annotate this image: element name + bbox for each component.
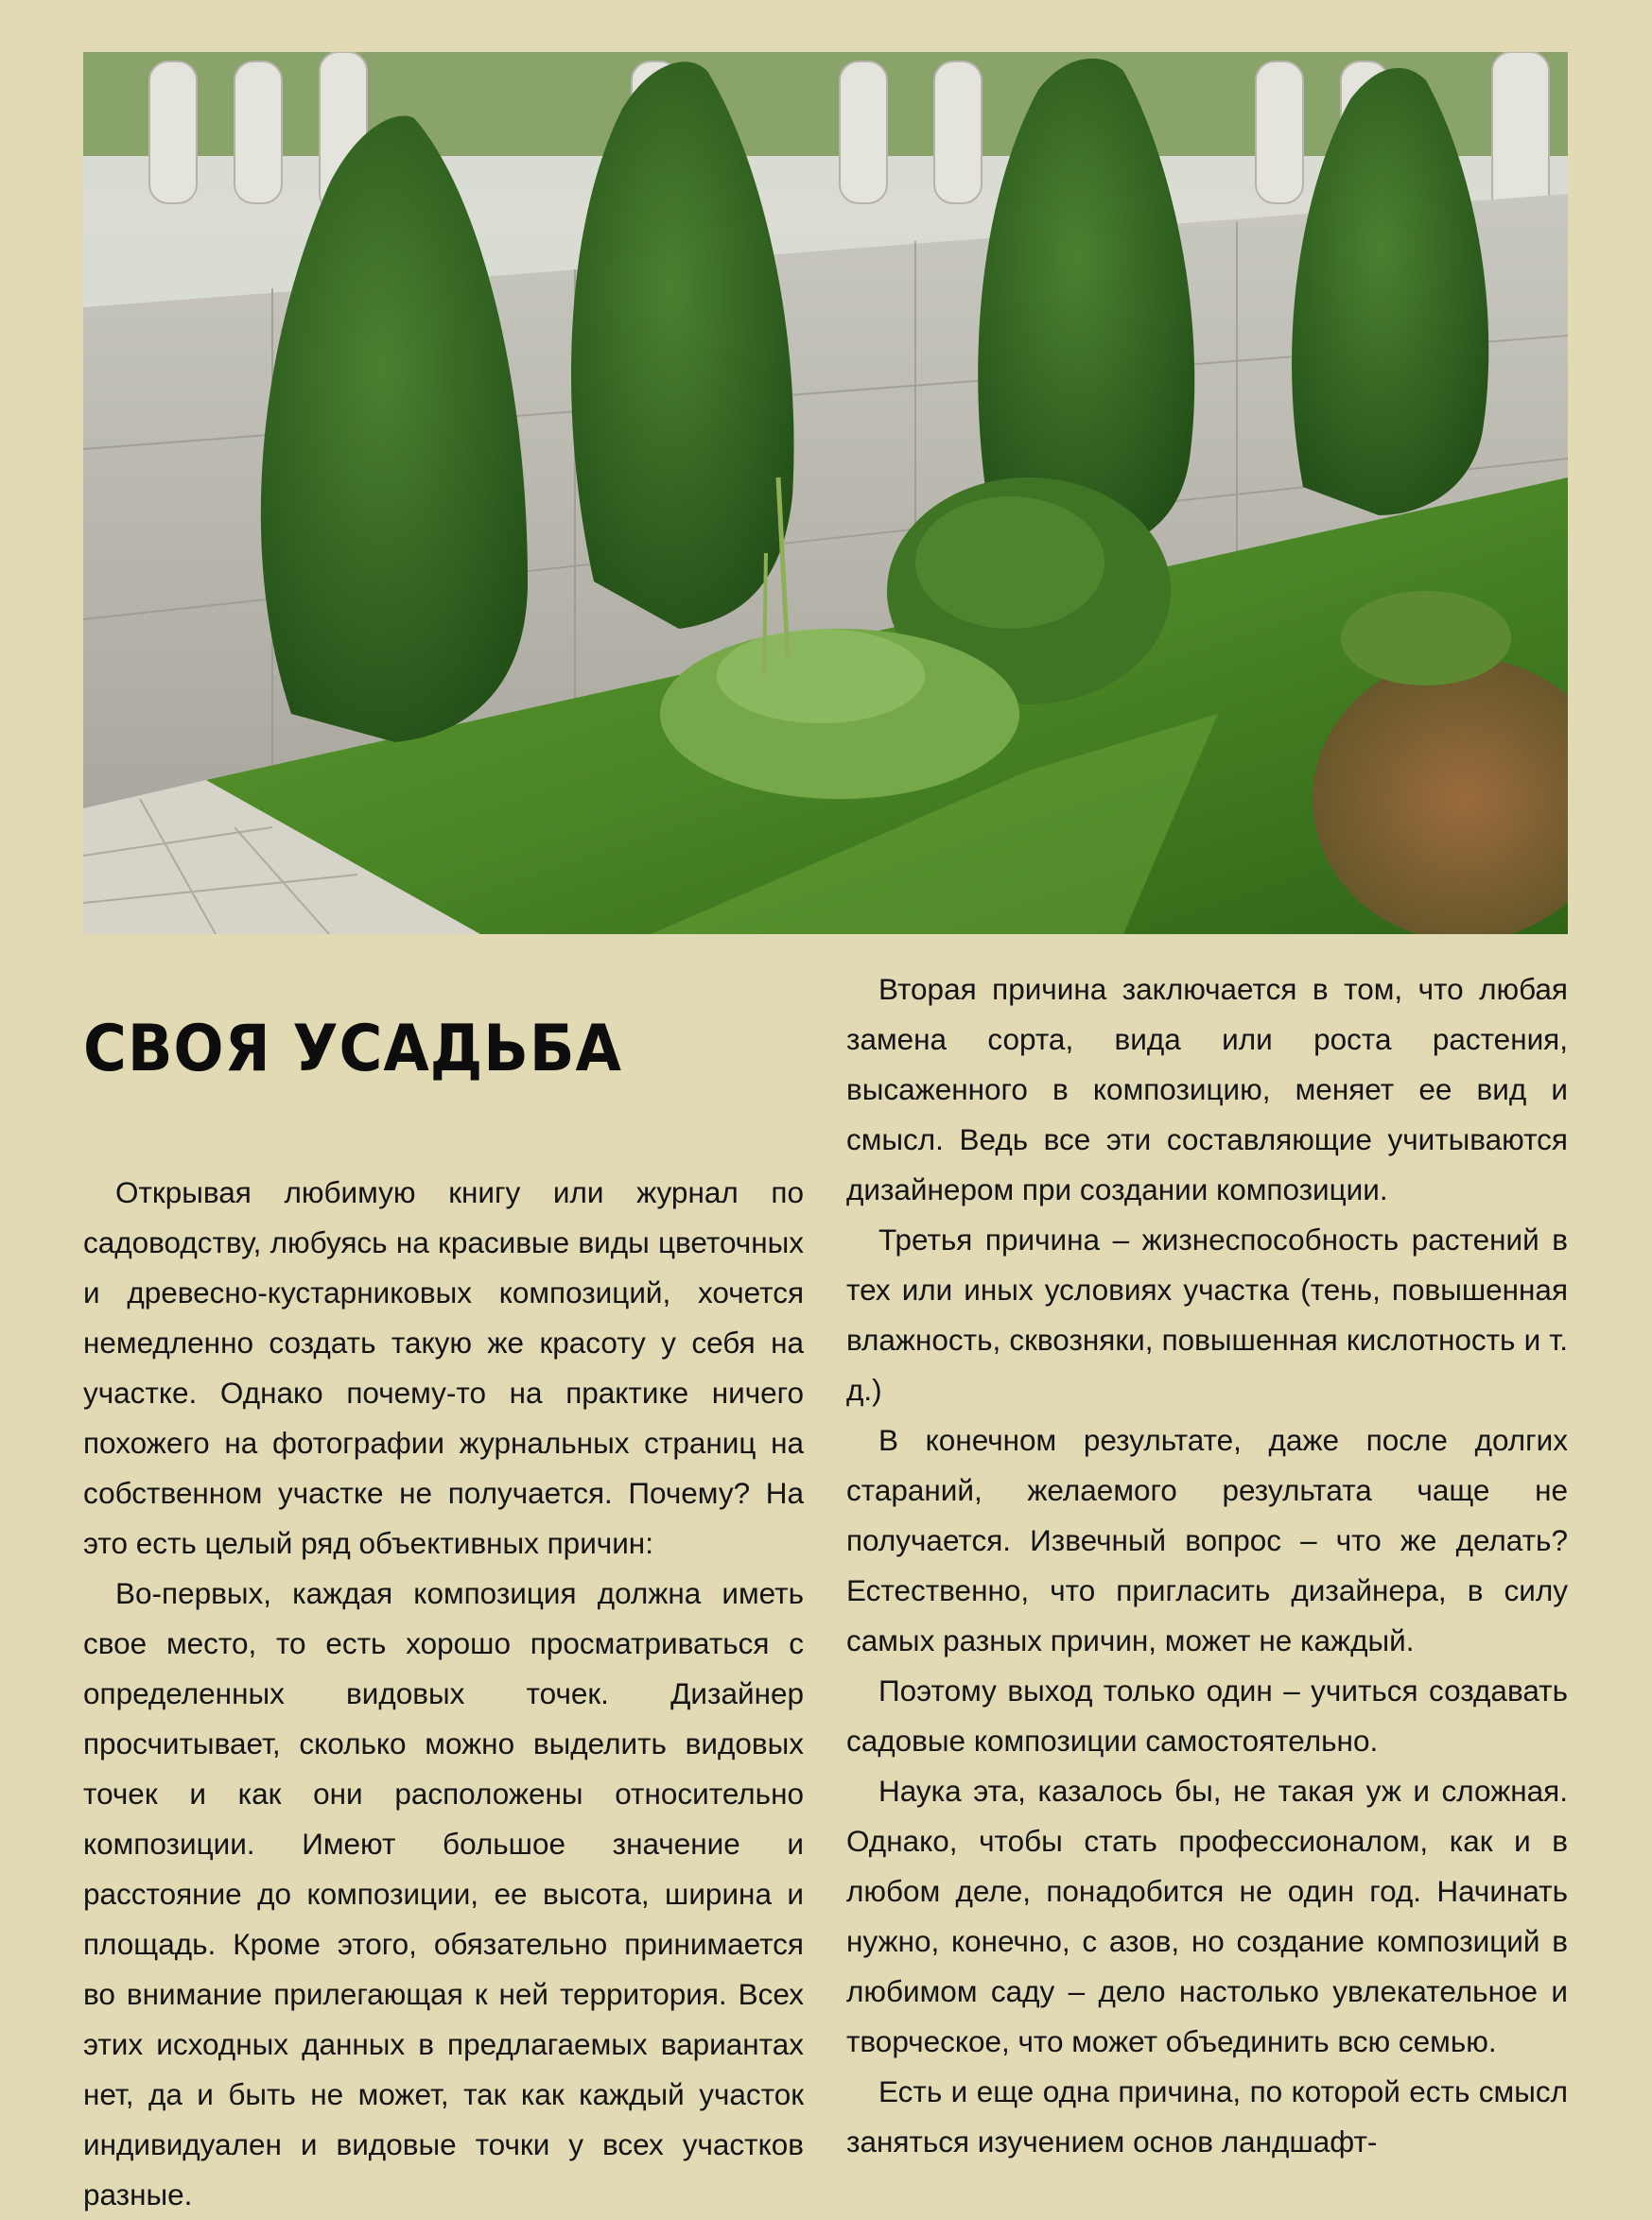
paragraph: Поэтому выход только один – учиться создавать садовые композиции самостоятельно. — [846, 1674, 1568, 1758]
garden-photo — [83, 52, 1568, 934]
paragraph: Наука эта, казалось бы, не такая уж и сложная. Однако, чтобы стать профессионалом, как и в любом деле, понадобится не один год. Начинать нужно, конечно, с азов, но создание композиций в любимом саду – дело настолько увлекательное и творческое, что может объединить всю семью. — [846, 1774, 1568, 2058]
paragraph: Во-первых, каждая композиция должна иметь свое место, то есть хорошо просматриваться с определенных видовых точек. Дизайнер просчитывает, сколько можно выделить видовых точек и как они расположены относительно композиции. Имеют большое значение и расстояние до композиции, ее высота, ширина и площадь. Кроме этого, обязательно принимается во внимание прилегающая к ней территория. Всех этих исходных данных в предлагаемых вариантах нет, да и быть не может, так как каждый участок индивидуален и видовые точки у всех участков разные. — [83, 1576, 804, 2211]
paragraph: Вторая причина заключается в том, что любая замена сорта, вида или роста растения, высаженного в композицию, меняет ее вид и смысл. Ведь все эти составляющие учитываются дизайнером при создании композиции. — [846, 972, 1568, 1206]
article-title: СВОЯ УСАДЬБА — [83, 1012, 622, 1086]
paragraph: Есть и еще одна причина, по которой есть смысл заняться изучением основ ландшафт- — [846, 2074, 1568, 2159]
right-column — [846, 964, 1568, 2167]
paragraph: В конечном результате, даже после долгих стараний, желаемого результата чаще не получается. Извечный вопрос – что же делать? Естественно, что пригласить дизайнера, в силу самых разных причин, может не каждый. — [846, 1423, 1568, 1657]
paragraph: Третья причина – жизнеспособность растений в тех или иных условиях участка (тень, повышенная влажность, сквозняки, повышенная кислотность и т. д.) — [846, 1223, 1568, 1407]
paragraph: Открывая любимую книгу или журнал по садоводству, любуясь на красивые виды цветочных и древесно-кустарниковых композиций, хочется немедленно создать такую же красоту у себя на участке. Однако почему-то на практике ничего похожего на фотографии журнальных страниц на собственном участке не получается. Почему? На это есть целый ряд объективных причин: — [83, 1175, 804, 1560]
left-column — [83, 1168, 804, 2220]
